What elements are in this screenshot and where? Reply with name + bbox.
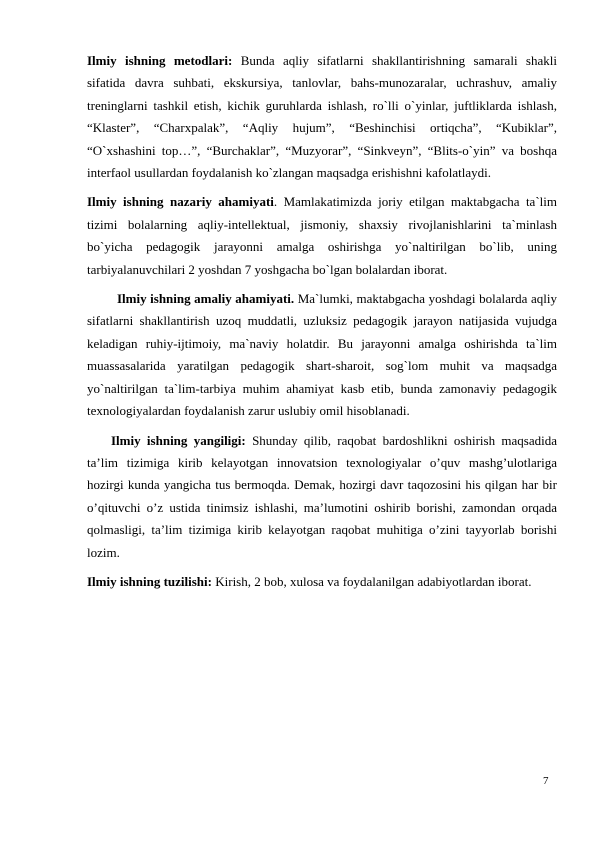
paragraph-methods	[87, 50, 557, 184]
page-number: 7	[543, 775, 549, 787]
paragraph-heading: Ilmiy ishning nazariy ahamiyati	[87, 194, 274, 210]
paragraph-heading: Ilmiy ishning metodlari:	[87, 53, 233, 68]
paragraph-text: Bunda aqliy sifatlarni shakllantirishning samarali shakli sifatida davra suhbati, ekskursiya, tanlovlar, bahs-munozaralar, uchrashuv, amaliy treninglarni tashkil etish, kichik guruhlarda ishlash, ro`lli o`yinlar, juftliklarda ishlash, “Klaster”, “Charxpalak”, “Aqliy hujum”, “Beshinchisi ortiqcha”, “Kubiklar”, “O`xshashini top…”, “Burchaklar”, “Muzyorar”, “Sinkveyn”, “Blits-o`yin” va boshqa interfaol usullardan foydalanish ko`zlangan maqsadga erishishni kafolatlaydi.	[87, 53, 557, 181]
paragraph-novelty	[87, 430, 557, 564]
paragraph-structure	[87, 571, 557, 593]
paragraph-text: . Mamlakatimizda joriy etilgan maktabgacha ta`lim tizimi bolalarning aqliy-intellektual, jismoniy, shaxsiy rivojlanishlarini ta`minlash bo`yicha pedagogik jarayonni amalga oshirishga yo`naltirilgan bo`lib, uning tarbiyalanuvchilari 2 yoshdan 7 yoshgacha bo`lgan bolalardan iborat.	[87, 194, 557, 277]
paragraph-heading: Ilmiy ishning yangiligi:	[111, 432, 246, 448]
paragraph-theoretical-significance	[87, 191, 557, 281]
document-page	[87, 50, 557, 600]
paragraph-practical-significance	[87, 288, 557, 422]
paragraph-heading: Ilmiy ishning tuzilishi:	[87, 573, 212, 589]
paragraph-text: Kirish, 2 bob, xulosa va foydalanilgan adabiyotlardan iborat.	[211, 573, 532, 589]
paragraph-heading: Ilmiy ishning amaliy ahamiyati.	[117, 291, 295, 307]
paragraph-text: Ma`lumki, maktabgacha yoshdagi bolalarda aqliy sifatlarni shakllantirish uzoq muddatli, uzluksiz pedagogik jarayon natijasida vujudga keladigan ruhiy-ijtimoiy, ma`naviy holatdir. Bu jarayonni amalga oshirishda ta`lim muassasalarida yaratilgan pedagogik shart-sharoit, sog`lom muhit va maqsadga yo`naltirilgan ta`lim-tarbiya muhim ahamiyat kasb etib, bunda zamonaviy pedagogik texnologiyalardan foydalanish zarur uslubiy omil hisoblanadi.	[87, 291, 557, 419]
paragraph-text: Shunday qilib, raqobat bardoshlikni oshirish maqsadida ta’lim tizimiga kirib kelayotgan innovatsion texnologiyalar o’quv mashg’ulotlariga hozirgi kunda yangicha tus bermoqda. Demak, hozirgi davr taqozosini his qilgan har bir o’qituvchi o’z ustida tinimsiz ishlashi, ma’lumotini oshirib borishi, zamondan orqada qolmasligi, ta’lim tizimiga kirib kelayotgan raqobat muhitiga o’zini tayyorlab borishi lozim.	[87, 432, 558, 560]
